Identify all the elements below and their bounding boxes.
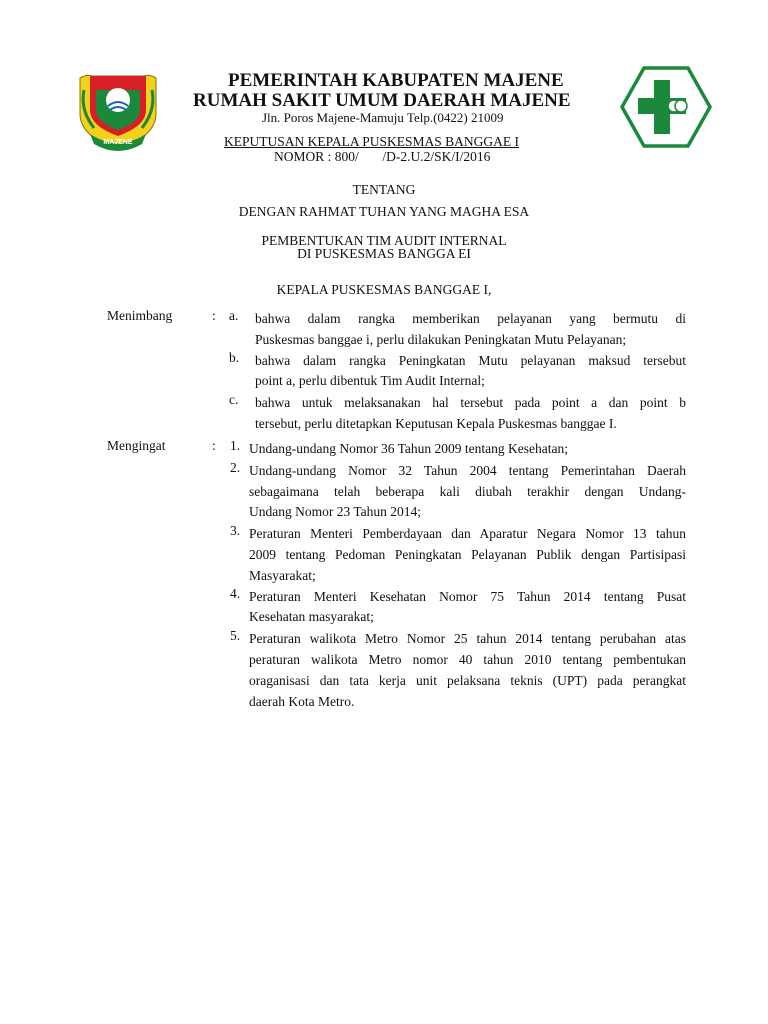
mengingat-3-line-3: Masyarakat;	[249, 568, 316, 583]
menimbang-c-line-2: tersebut, perlu ditetapkan Keputusan Kepala Puskesmas banggae I.	[255, 416, 617, 431]
menimbang-c-line-1: bahwa untuk melaksanakan hal tersebut pada point a dan point b	[255, 395, 686, 410]
menimbang-marker-c: c.	[229, 392, 239, 407]
mengingat-marker-1: 1.	[230, 438, 241, 453]
decree-tentang: TENTANG	[352, 182, 416, 197]
puskesmas-cross-icon	[620, 66, 712, 148]
mengingat-2-line-2: sebagaimana telah beberapa kali diubah terakhir dengan Undang-	[249, 484, 686, 499]
menimbang-marker-a: a.	[229, 308, 239, 323]
menimbang-b-line-1: bahwa dalam rangka Peningkatan Mutu pelayanan maksud tersebut	[255, 353, 686, 368]
decree-subject-1: PEMBENTUKAN TIM AUDIT INTERNAL	[261, 233, 507, 248]
mengingat-marker-2: 2.	[230, 460, 241, 475]
decree-subject-2: DI PUSKESMAS BANGGA EI	[297, 246, 471, 261]
mengingat-4-line-1: Peraturan Menteri Kesehatan Nomor 75 Tahun 2014 tentang Pusat	[249, 589, 686, 604]
menimbang-colon: :	[212, 308, 216, 323]
mengingat-marker-4: 4.	[230, 586, 241, 601]
mengingat-3-line-1: Peraturan Menteri Pemberdayaan dan Aparatur Negara Nomor 13 tahun	[249, 526, 686, 541]
mengingat-3-line-2: 2009 tentang Pedoman Peningkatan Pelayanan Publik dengan Partisipasi	[249, 547, 686, 562]
mengingat-5-line-2: peraturan walikota Metro nomor 40 tahun 2010 tentang pembentukan	[249, 652, 686, 667]
header-line-1: PEMERINTAH KABUPATEN MAJENE	[228, 70, 564, 91]
mengingat-colon: :	[212, 438, 216, 453]
header-line-2: RUMAH SAKIT UMUM DAERAH MAJENE	[193, 90, 571, 111]
decree-number: NOMOR : 800/ /D-2.U.2/SK/I/2016	[274, 149, 491, 164]
majene-emblem-icon	[76, 70, 160, 152]
mengingat-1-line-1: Undang-undang Nomor 36 Tahun 2009 tentang Kesehatan;	[249, 441, 568, 456]
mengingat-label: Mengingat	[107, 438, 166, 453]
mengingat-2-line-1: Undang-undang Nomor 32 Tahun 2004 tentang Pemerintahan Daerah	[249, 463, 686, 478]
mengingat-marker-3: 3.	[230, 523, 241, 538]
menimbang-label: Menimbang	[107, 308, 173, 323]
decree-rahmat: DENGAN RAHMAT TUHAN YANG MAGHA ESA	[238, 204, 530, 219]
mengingat-marker-5: 5.	[230, 628, 241, 643]
mengingat-5-line-4: daerah Kota Metro.	[249, 694, 355, 709]
mengingat-5-line-3: oraganisasi dan tata kerja unit pelaksana teknis (UPT) pada perangkat	[249, 673, 686, 688]
menimbang-a-line-1: bahwa dalam rangka memberikan pelayanan yang bermutu di	[255, 311, 686, 326]
header-address: Jln. Poros Majene-Mamuju Telp.(0422) 21009	[262, 110, 504, 125]
menimbang-marker-b: b.	[229, 350, 240, 365]
svg-text:MAJENE: MAJENE	[103, 139, 133, 146]
menimbang-b-line-2: point a, perlu dibentuk Tim Audit Internal;	[255, 373, 485, 388]
mengingat-2-line-3: Undang Nomor 23 Tahun 2014;	[249, 504, 422, 519]
mengingat-4-line-2: Kesehatan masyarakat;	[249, 609, 374, 624]
decree-title: KEPUTUSAN KEPALA PUSKESMAS BANGGAE I	[224, 134, 520, 149]
menimbang-a-line-2: Puskesmas banggae i, perlu dilakukan Peningkatan Mutu Pelayanan;	[255, 332, 627, 347]
decree-kepala: KEPALA PUSKESMAS BANGGAE I,	[276, 282, 492, 297]
mengingat-5-line-1: Peraturan walikota Metro Nomor 25 tahun 2014 tentang perubahan atas	[249, 631, 686, 646]
